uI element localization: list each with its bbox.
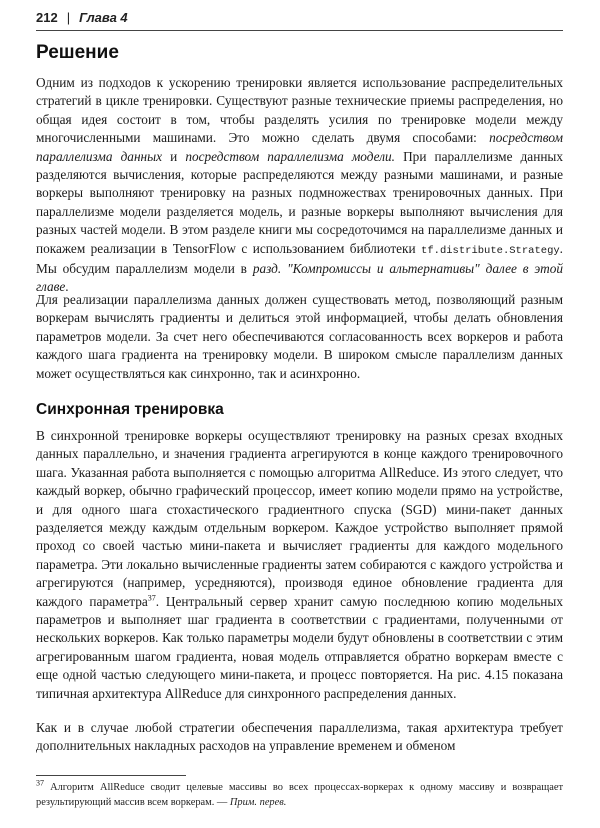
italic-term: посредством параллелизма данных	[36, 130, 563, 164]
cross-reference: разд. "Компромиссы и альтернативы" далее в этой главе	[36, 261, 564, 295]
running-head	[36, 10, 128, 25]
subsection-title: Синхронная тренировка	[36, 401, 224, 418]
translator-note: Прим. перев.	[229, 796, 287, 808]
section-title: Решение	[36, 42, 119, 63]
section-paragraph-2: Для реализации параллелизма данных должен существовать метод, позволяющий разным воркерам вычислять градиенты и делиться этой информацией, чтобы делать обновления параметров модели. За счет него обеспечиваются согласованность всех воркеров и работа каждого шага градиента на тренировку модели. В широком смысле параллелизм данных может осуществляться как синхронно, так и асинхронно.	[36, 292, 563, 381]
footnote-ref[interactable]: 37	[147, 593, 156, 603]
chapter-title: Глава 4	[79, 10, 128, 25]
text-span: и	[170, 148, 178, 164]
subsection-paragraph-1	[36, 427, 563, 703]
footnote-mark: 37	[36, 778, 44, 788]
footnote-rule	[36, 775, 186, 776]
footnote	[36, 778, 563, 810]
code-inline: tf.distribute.Strategy	[421, 244, 560, 257]
italic-term: посредством параллелизма модели.	[185, 148, 396, 164]
footnote-text: Алгоритм AllReduce сводит целевые массивы во всех процессах-воркерах к одному массиву и возвращает результирующий массив всем воркерам. —	[36, 782, 563, 808]
page-number: 212	[36, 10, 58, 25]
text-span: Одним из подходов к ускорению тренировки является использование распределительных стратегий в цикле тренировки. Существуют разные технические приемы распределения, но общая идея состоит в том, чтобы разделять усилия по тренировке модели между многочисленными машинами. Это можно сделать двумя способами:	[36, 75, 563, 146]
header-rule	[36, 30, 563, 31]
text-span: .	[65, 279, 69, 295]
text-span: . Мы обсудим параллелизм модели в	[36, 240, 563, 277]
header-separator: |	[66, 10, 71, 25]
section-paragraph-1	[36, 74, 563, 297]
text-span: . Центральный сервер хранит самую последнюю копию модельных параметров и выполняет шаг градиента в соответствии с градиентами, полученными от нескольких воркеров. Как только параметры модели будут обновлены в соответствии с этим агрегированным шагом градиента, новая модель отправляется обратно воркерам вместе с еще одной частью следующего мини-пакета, и процесс повторяется. На рис. 4.15 показана типичная архитектура AllReduce для синхронного распределения данных.	[36, 593, 563, 701]
subsection-paragraph-2: Как и в случае любой стратегии обеспечения параллелизма, такая архитектура требует дополнительных накладных расходов на управление временем и обменом	[36, 720, 563, 754]
text-span: При параллелизме данных разделяются вычисления, которые распределяются между разными машинами, и разные воркеры выполняют тренировку на разных подмножествах тренировочных данных. При параллелизме модели разделяется модель, и разные воркеры выполняют вычисления для разных частей модели. В этом разделе книги мы сосредоточимся на параллелизме данных и покажем реализации в TensorFlow с использованием библиотеки	[36, 148, 564, 256]
text-span: В синхронной тренировке воркеры осуществляют тренировку на разных срезах входных данных параллельно, и значения градиента агрегируются в конце каждого тренировочного шага. Указанная работа выполняется с помощью алгоритма AllReduce. Из этого следует, что каждый воркер, обычно графический процессор, имеет копию модели прямо на устройстве, и для одного шага стохастического градиентного спуска (SGD) мини-пакет данных разделяется между каждым отдельным воркером. Каждое устройство выполняет прямой проход со своей частью мини-пакета и вычисляет градиенты для каждого модельного параметра. Эти локально вычисленные градиенты затем собираются с каждого устройства и агрегируются (например, усредняются), производя единое обновление градиента для каждого параметра	[36, 428, 563, 609]
